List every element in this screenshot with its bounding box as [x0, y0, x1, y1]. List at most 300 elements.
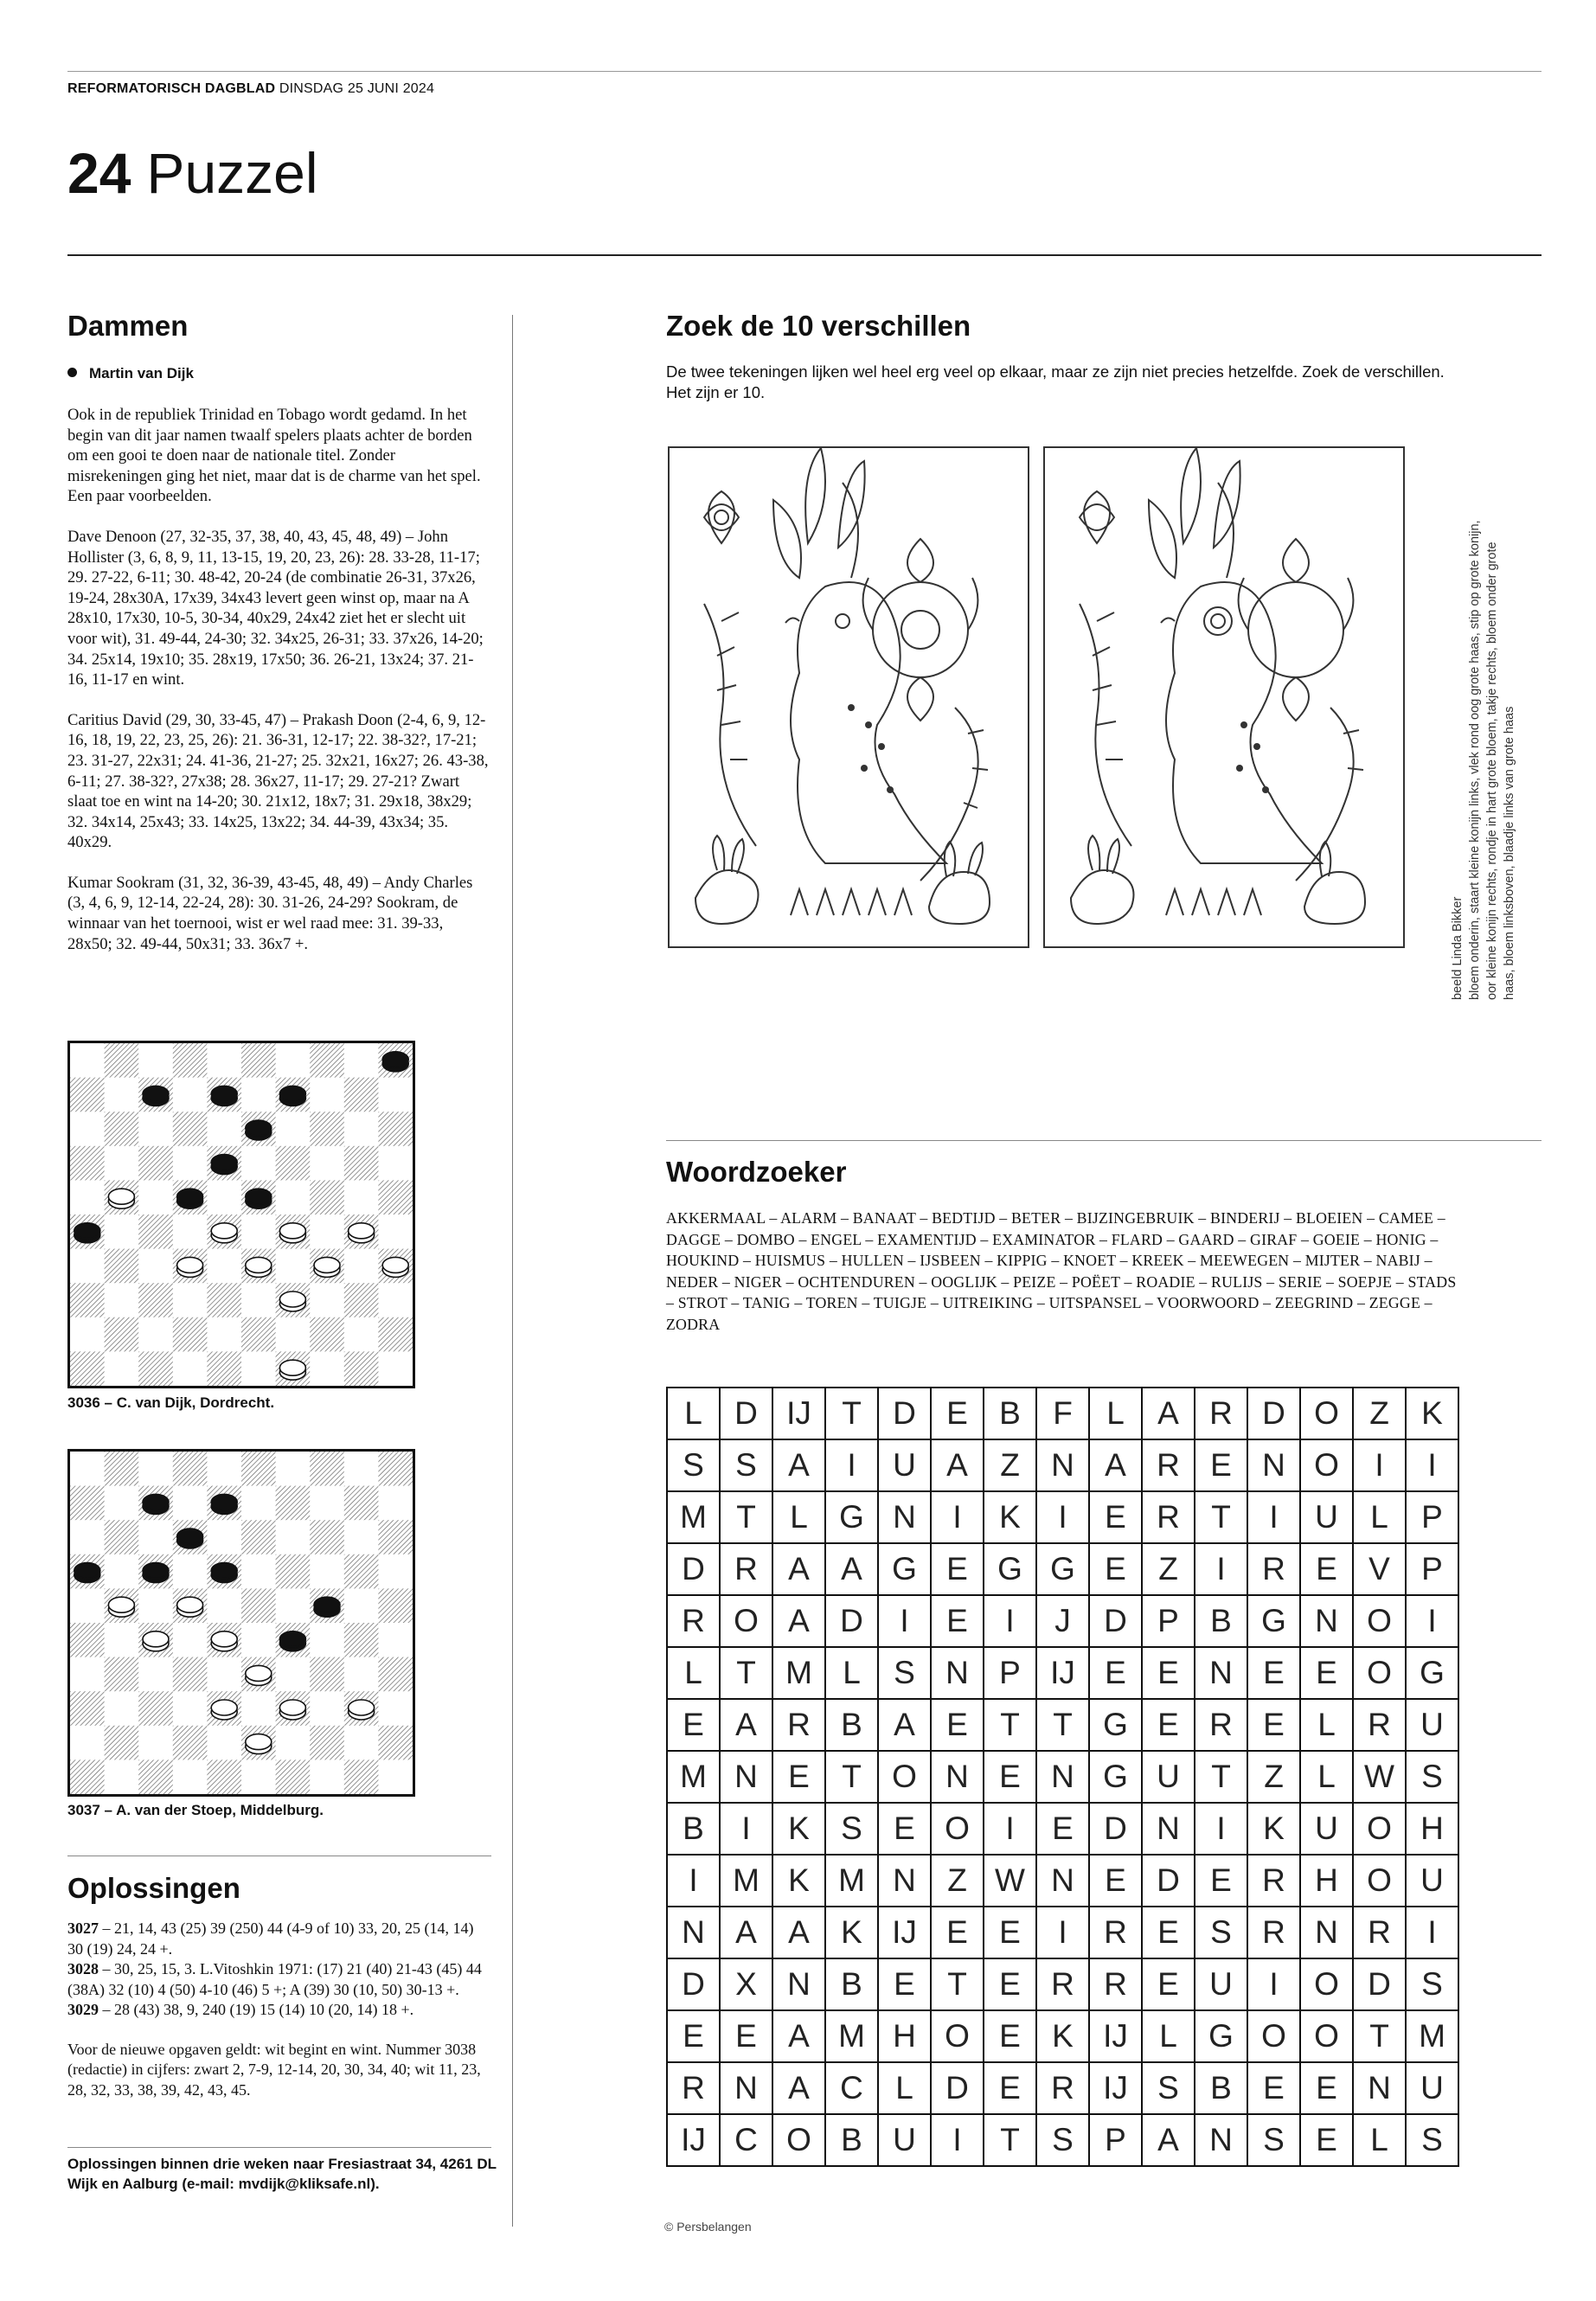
grid-cell[interactable]: N: [1301, 1907, 1354, 1959]
grid-cell[interactable]: A: [773, 1440, 826, 1492]
grid-cell[interactable]: K: [826, 1907, 879, 1959]
white-piece: [314, 1257, 340, 1277]
grid-cell[interactable]: I: [1195, 1544, 1248, 1596]
grid-cell[interactable]: L: [668, 1388, 721, 1440]
grid-cell[interactable]: R: [721, 1544, 773, 1596]
grid-cell[interactable]: B: [1195, 1596, 1248, 1648]
grid-cell[interactable]: IJ: [1090, 2063, 1143, 2115]
grid-cell[interactable]: T: [721, 1648, 773, 1700]
grid-cell[interactable]: D: [1090, 1596, 1143, 1648]
solution-item: 3028 – 30, 25, 15, 3. L.Vitoshkin 1971: (17) 21 (40) 21-43 (45) 44 (38A) 32 (10) 4 (50) 4-10 (46) 5 +; A (39) 30 (10, 50) 30-13 +.: [67, 1960, 482, 1998]
grid-cell[interactable]: T: [1354, 2011, 1407, 2063]
black-piece: [279, 1631, 305, 1651]
grid-cell[interactable]: N: [879, 1492, 932, 1544]
grid-cell[interactable]: F: [1037, 1388, 1090, 1440]
dark-square: [70, 1351, 105, 1386]
dark-square: [173, 1657, 208, 1692]
grid-cell[interactable]: N: [1354, 2063, 1407, 2115]
dark-square: [105, 1112, 139, 1146]
grid-cell[interactable]: I: [932, 1492, 984, 1544]
draughts-board-3036: [67, 1041, 415, 1388]
dark-square: [241, 1452, 276, 1486]
grid-cell[interactable]: S: [721, 1440, 773, 1492]
grid-cell[interactable]: E: [1301, 1648, 1354, 1700]
grid-cell[interactable]: E: [1301, 1544, 1354, 1596]
grid-cell[interactable]: T: [1195, 1752, 1248, 1804]
grid-cell[interactable]: M: [721, 1856, 773, 1907]
grid-cell[interactable]: I: [1248, 1492, 1301, 1544]
grid-cell[interactable]: O: [1301, 1388, 1354, 1440]
white-piece: [246, 1665, 272, 1685]
dark-square: [207, 1283, 241, 1317]
grid-cell[interactable]: N: [1037, 1752, 1090, 1804]
grid-cell[interactable]: T: [932, 1959, 984, 2011]
grid-cell[interactable]: P: [1407, 1492, 1459, 1544]
grid-cell[interactable]: O: [1354, 1596, 1407, 1648]
grid-cell[interactable]: S: [1195, 1907, 1248, 1959]
grid-cell[interactable]: E: [879, 1804, 932, 1856]
grid-cell[interactable]: G: [826, 1492, 879, 1544]
grid-cell[interactable]: O: [1301, 2011, 1354, 2063]
grid-cell[interactable]: IJ: [879, 1907, 932, 1959]
grid-cell[interactable]: S: [879, 1648, 932, 1700]
grid-cell[interactable]: L: [1301, 1700, 1354, 1752]
grid-cell[interactable]: Z: [1354, 1388, 1407, 1440]
grid-cell[interactable]: B: [984, 1388, 1037, 1440]
grid-cell[interactable]: D: [932, 2063, 984, 2115]
grid-cell[interactable]: O: [1301, 1440, 1354, 1492]
author-name: Martin van Dijk: [89, 365, 194, 381]
grid-cell[interactable]: E: [932, 1907, 984, 1959]
grid-cell[interactable]: A: [773, 2063, 826, 2115]
verschillen-intro: De twee tekeningen lijken wel heel erg veel op elkaar, maar ze zijn niet precies hetzelfde. Zoek de verschillen. Het zijn er 10.: [666, 362, 1445, 401]
grid-cell[interactable]: R: [1037, 1959, 1090, 2011]
grid-cell[interactable]: R: [1248, 1544, 1301, 1596]
grid-cell[interactable]: K: [1407, 1388, 1459, 1440]
oplossingen-title: Oplossingen: [67, 1872, 240, 1904]
dark-square: [70, 1486, 105, 1521]
grid-cell[interactable]: A: [1143, 1388, 1195, 1440]
grid-cell[interactable]: N: [1301, 1596, 1354, 1648]
grid-cell[interactable]: M: [668, 1752, 721, 1804]
grid-cell[interactable]: E: [1143, 1648, 1195, 1700]
grid-cell[interactable]: R: [1195, 1388, 1248, 1440]
grid-cell[interactable]: N: [1195, 2115, 1248, 2167]
grid-cell[interactable]: D: [668, 1959, 721, 2011]
problem-caption: 3036 – C. van Dijk, Dordrecht.: [67, 1394, 275, 1411]
grid-cell[interactable]: A: [773, 1596, 826, 1648]
grid-row: [668, 2011, 1459, 2063]
grid-cell[interactable]: O: [879, 1752, 932, 1804]
grid-cell[interactable]: D: [1354, 1959, 1407, 2011]
grid-cell[interactable]: O: [1301, 1959, 1354, 2011]
black-piece: [211, 1494, 237, 1514]
grid-cell[interactable]: I: [1248, 1959, 1301, 2011]
grid-cell[interactable]: G: [1090, 1700, 1143, 1752]
dark-square: [378, 1657, 413, 1692]
grid-cell[interactable]: P: [1090, 2115, 1143, 2167]
grid-cell[interactable]: O: [1248, 2011, 1301, 2063]
grid-cell[interactable]: K: [1037, 2011, 1090, 2063]
grid-cell[interactable]: B: [668, 1804, 721, 1856]
white-piece: [279, 1360, 305, 1380]
grid-cell[interactable]: E: [984, 1907, 1037, 1959]
black-piece: [211, 1155, 237, 1175]
grid-cell[interactable]: IJ: [1090, 2011, 1143, 2063]
dark-square: [70, 1691, 105, 1726]
grid-cell[interactable]: T: [721, 1492, 773, 1544]
grid-cell[interactable]: L: [1354, 2115, 1407, 2167]
grid-cell[interactable]: E: [984, 2011, 1037, 2063]
grid-cell[interactable]: R: [1090, 1907, 1143, 1959]
dark-square: [344, 1351, 379, 1386]
black-piece: [74, 1223, 100, 1243]
grid-cell[interactable]: L: [1090, 1388, 1143, 1440]
issue-date: DINSDAG 25 JUNI 2024: [279, 81, 435, 96]
grid-row: [668, 1440, 1459, 1492]
black-piece: [382, 1052, 408, 1072]
grid-cell[interactable]: G: [1407, 1648, 1459, 1700]
top-rule: [67, 71, 1542, 72]
dark-square: [378, 1317, 413, 1352]
white-piece: [108, 1597, 134, 1617]
grid-cell[interactable]: P: [984, 1648, 1037, 1700]
newspaper-name: REFORMATORISCH DAGBLAD: [67, 81, 276, 96]
grid-row: [668, 1648, 1459, 1700]
grid-cell[interactable]: I: [826, 1440, 879, 1492]
grid-cell[interactable]: E: [984, 1959, 1037, 2011]
grid-cell[interactable]: N: [932, 1648, 984, 1700]
grid-cell[interactable]: I: [721, 1804, 773, 1856]
grid-cell[interactable]: A: [773, 1907, 826, 1959]
grid-cell[interactable]: O: [773, 2115, 826, 2167]
dark-square: [173, 1112, 208, 1146]
grid-cell[interactable]: R: [668, 2063, 721, 2115]
grid-cell[interactable]: Z: [932, 1856, 984, 1907]
grid-cell[interactable]: R: [1248, 1907, 1301, 1959]
grid-cell[interactable]: O: [1354, 1648, 1407, 1700]
grid-cell[interactable]: T: [1195, 1492, 1248, 1544]
grid-cell[interactable]: E: [1248, 1700, 1301, 1752]
grid-row: [668, 1596, 1459, 1648]
grid-cell[interactable]: E: [1090, 1856, 1143, 1907]
grid-cell[interactable]: G: [1037, 1544, 1090, 1596]
grid-cell[interactable]: I: [1195, 1804, 1248, 1856]
grid-cell[interactable]: I: [984, 1804, 1037, 1856]
grid-cell[interactable]: IJ: [668, 2115, 721, 2167]
grid-cell[interactable]: B: [826, 2115, 879, 2167]
grid-cell[interactable]: E: [1301, 2115, 1354, 2167]
grid-cell[interactable]: Z: [1248, 1752, 1301, 1804]
grid-cell[interactable]: I: [1407, 1440, 1459, 1492]
grid-cell[interactable]: O: [1354, 1856, 1407, 1907]
grid-cell[interactable]: R: [668, 1596, 721, 1648]
grid-cell[interactable]: D: [1248, 1388, 1301, 1440]
grid-cell[interactable]: E: [984, 2063, 1037, 2115]
grid-cell[interactable]: R: [1195, 1700, 1248, 1752]
grid-cell[interactable]: Z: [984, 1440, 1037, 1492]
grid-cell[interactable]: E: [1143, 1700, 1195, 1752]
grid-cell[interactable]: T: [984, 2115, 1037, 2167]
grid-cell[interactable]: E: [932, 1700, 984, 1752]
grid-cell[interactable]: V: [1354, 1544, 1407, 1596]
grid-cell[interactable]: E: [668, 1700, 721, 1752]
grid-cell[interactable]: E: [1090, 1492, 1143, 1544]
grid-cell[interactable]: R: [1143, 1492, 1195, 1544]
grid-cell[interactable]: E: [1301, 2063, 1354, 2115]
grid-cell[interactable]: O: [932, 1804, 984, 1856]
grid-cell[interactable]: E: [1195, 1440, 1248, 1492]
grid-cell[interactable]: H: [1301, 1856, 1354, 1907]
grid-cell[interactable]: Z: [1143, 1544, 1195, 1596]
word-list: AKKERMAAL – ALARM – BANAAT – BEDTIJD – BETER – BIJZINGEBRUIK – BINDERIJ – BLOEIEN – CAMEE – DAGGE – DOMBO – ENGEL – EXAMENTIJD – EXAMINATOR – FLARD – GAARD – GIRAF – GOEIE – HONIG – HOUKIND – HUISMUS – HULLEN – IJSBEEN – KIPPIG – KNOET – KREEK – MEEWEGEN – MIJTER – NABIJ – NEDER – NIGER – OCHTENDUREN – OOGLIJK – PEIZE – POËET – ROADIE – RULIJS – SERIE – SOEPJE – STADS – STROT – TANIG – TOREN – TUIGJE – UITREIKING – UITSPANSEL – VOORWOORD – ZEEGRIND – ZEGGE – ZODRA: [666, 1209, 1457, 1333]
dark-square: [105, 1657, 139, 1692]
grid-cell[interactable]: M: [773, 1648, 826, 1700]
black-piece: [74, 1563, 100, 1583]
grid-cell[interactable]: B: [826, 1959, 879, 2011]
grid-cell[interactable]: U: [1143, 1752, 1195, 1804]
grid-cell[interactable]: L: [1301, 1752, 1354, 1804]
grid-cell[interactable]: E: [1248, 2063, 1301, 2115]
grid-cell[interactable]: E: [668, 2011, 721, 2063]
grid-cell[interactable]: S: [1143, 2063, 1195, 2115]
grid-cell[interactable]: O: [1354, 1804, 1407, 1856]
grid-cell[interactable]: E: [984, 1752, 1037, 1804]
dark-square: [378, 1520, 413, 1554]
grid-cell[interactable]: I: [1354, 1440, 1407, 1492]
grid-cell[interactable]: L: [773, 1492, 826, 1544]
grid-row: [668, 1388, 1459, 1440]
grid-row: [668, 1907, 1459, 1959]
grid-cell[interactable]: K: [1248, 1804, 1301, 1856]
section-title: Puzzel: [146, 141, 318, 205]
grid-cell[interactable]: U: [879, 2115, 932, 2167]
grid-cell[interactable]: D: [826, 1596, 879, 1648]
black-piece: [314, 1597, 340, 1617]
grid-cell[interactable]: K: [773, 1804, 826, 1856]
grid-cell[interactable]: M: [1407, 2011, 1459, 2063]
dark-square: [241, 1043, 276, 1078]
grid-cell[interactable]: G: [879, 1544, 932, 1596]
grid-cell[interactable]: U: [1407, 2063, 1459, 2115]
grid-cell[interactable]: N: [721, 2063, 773, 2115]
dark-square: [105, 1317, 139, 1352]
dark-square: [276, 1759, 311, 1794]
grid-cell[interactable]: G: [1090, 1752, 1143, 1804]
grid-cell[interactable]: S: [1407, 1752, 1459, 1804]
grid-cell[interactable]: E: [1037, 1804, 1090, 1856]
grid-cell[interactable]: I: [1037, 1907, 1090, 1959]
woordzoeker-title: Woordzoeker: [666, 1156, 847, 1188]
grid-cell[interactable]: R: [1354, 1700, 1407, 1752]
dark-square: [173, 1726, 208, 1760]
bullet-icon: [67, 368, 77, 377]
grid-row: [668, 1856, 1459, 1907]
grid-cell[interactable]: S: [668, 1440, 721, 1492]
grid-cell[interactable]: T: [1037, 1700, 1090, 1752]
grid-cell[interactable]: H: [1407, 1804, 1459, 1856]
grid-cell[interactable]: S: [1407, 2115, 1459, 2167]
grid-cell[interactable]: M: [826, 2011, 879, 2063]
dark-square: [70, 1759, 105, 1794]
white-piece: [279, 1292, 305, 1311]
grid-cell[interactable]: U: [879, 1440, 932, 1492]
dark-square: [310, 1452, 344, 1486]
grid-cell[interactable]: I: [932, 2115, 984, 2167]
grid-cell[interactable]: N: [668, 1907, 721, 1959]
grid-cell[interactable]: C: [826, 2063, 879, 2115]
dammen-article: [67, 405, 491, 974]
grid-row: [668, 1804, 1459, 1856]
grid-cell[interactable]: R: [1354, 1907, 1407, 1959]
grid-cell[interactable]: N: [1195, 1648, 1248, 1700]
grid-cell[interactable]: W: [1354, 1752, 1407, 1804]
grid-cell[interactable]: C: [721, 2115, 773, 2167]
grid-cell[interactable]: J: [1037, 1596, 1090, 1648]
dark-square: [138, 1759, 173, 1794]
grid-cell[interactable]: IJ: [773, 1388, 826, 1440]
grid-cell[interactable]: L: [668, 1648, 721, 1700]
grid-cell[interactable]: E: [1248, 1648, 1301, 1700]
grid-cell[interactable]: L: [879, 2063, 932, 2115]
grid-cell[interactable]: B: [1195, 2063, 1248, 2115]
grid-cell[interactable]: R: [1090, 1959, 1143, 2011]
grid-cell[interactable]: E: [1143, 1959, 1195, 2011]
white-piece: [279, 1223, 305, 1243]
grid-cell[interactable]: U: [1407, 1856, 1459, 1907]
grid-cell[interactable]: P: [1143, 1596, 1195, 1648]
grid-cell[interactable]: O: [721, 1596, 773, 1648]
grid-cell[interactable]: N: [1037, 1440, 1090, 1492]
dark-square: [310, 1520, 344, 1554]
dark-square: [207, 1759, 241, 1794]
grid-cell[interactable]: R: [773, 1700, 826, 1752]
dark-square: [105, 1043, 139, 1078]
grid-cell[interactable]: L: [1354, 1492, 1407, 1544]
dark-square: [344, 1146, 379, 1181]
grid-cell[interactable]: L: [1143, 2011, 1195, 2063]
grid-cell[interactable]: D: [1090, 1804, 1143, 1856]
grid-cell[interactable]: T: [984, 1700, 1037, 1752]
grid-cell[interactable]: N: [1037, 1856, 1090, 1907]
grid-cell[interactable]: E: [879, 1959, 932, 2011]
grid-cell[interactable]: R: [1143, 1440, 1195, 1492]
grid-cell[interactable]: O: [932, 2011, 984, 2063]
grid-cell[interactable]: W: [984, 1856, 1037, 1907]
grid-cell[interactable]: E: [1143, 1907, 1195, 1959]
grid-cell[interactable]: A: [1143, 2115, 1195, 2167]
grid-cell[interactable]: A: [721, 1907, 773, 1959]
grid-cell[interactable]: K: [773, 1856, 826, 1907]
column-divider: [512, 315, 513, 2227]
board-diagram: [70, 1043, 413, 1386]
grid-cell[interactable]: N: [721, 1752, 773, 1804]
grid-cell[interactable]: E: [1090, 1544, 1143, 1596]
grid-cell[interactable]: T: [826, 1388, 879, 1440]
grid-cell[interactable]: E: [721, 2011, 773, 2063]
grid-cell[interactable]: M: [668, 1492, 721, 1544]
grid-cell[interactable]: D: [879, 1388, 932, 1440]
grid-cell[interactable]: A: [773, 1544, 826, 1596]
grid-cell[interactable]: G: [1195, 2011, 1248, 2063]
grid-cell[interactable]: G: [1248, 1596, 1301, 1648]
grid-cell[interactable]: L: [826, 1648, 879, 1700]
grid-cell[interactable]: S: [826, 1804, 879, 1856]
grid-cell[interactable]: N: [1248, 1440, 1301, 1492]
grid-cell[interactable]: E: [1090, 1648, 1143, 1700]
grid-cell[interactable]: U: [1195, 1959, 1248, 2011]
dark-square: [276, 1486, 311, 1521]
grid-cell[interactable]: U: [1301, 1804, 1354, 1856]
grid-cell[interactable]: A: [879, 1700, 932, 1752]
grid-cell[interactable]: E: [932, 1596, 984, 1648]
grid-cell[interactable]: D: [721, 1388, 773, 1440]
grid-cell[interactable]: IJ: [1037, 1648, 1090, 1700]
grid-cell[interactable]: N: [1143, 1804, 1195, 1856]
dark-square: [173, 1317, 208, 1352]
grid-cell[interactable]: K: [984, 1492, 1037, 1544]
dark-square: [378, 1180, 413, 1215]
grid-cell[interactable]: A: [721, 1700, 773, 1752]
grid-cell[interactable]: S: [1407, 1959, 1459, 2011]
rabbit-drawing-left: [670, 448, 1028, 946]
grid-cell[interactable]: N: [932, 1752, 984, 1804]
verschillen-title: Zoek de 10 verschillen: [666, 310, 971, 342]
grid-cell[interactable]: I: [984, 1596, 1037, 1648]
grid-cell[interactable]: S: [1248, 2115, 1301, 2167]
dark-square: [344, 1759, 379, 1794]
header-rule: [67, 254, 1542, 256]
grid-cell[interactable]: I: [668, 1856, 721, 1907]
grid-cell[interactable]: A: [1090, 1440, 1143, 1492]
grid-cell[interactable]: D: [1143, 1856, 1195, 1907]
grid-cell[interactable]: E: [1195, 1856, 1248, 1907]
grid-cell[interactable]: S: [1037, 2115, 1090, 2167]
grid-cell[interactable]: U: [1407, 1700, 1459, 1752]
grid-cell[interactable]: I: [1407, 1596, 1459, 1648]
grid-cell[interactable]: I: [879, 1596, 932, 1648]
grid-cell[interactable]: R: [1248, 1856, 1301, 1907]
grid-cell[interactable]: N: [773, 1959, 826, 2011]
dark-square: [310, 1726, 344, 1760]
grid-cell[interactable]: X: [721, 1959, 773, 2011]
grid-cell[interactable]: B: [826, 1700, 879, 1752]
grid-cell[interactable]: A: [826, 1544, 879, 1596]
grid-cell[interactable]: U: [1301, 1492, 1354, 1544]
grid-cell[interactable]: E: [773, 1752, 826, 1804]
grid-cell[interactable]: A: [773, 2011, 826, 2063]
grid-cell[interactable]: N: [879, 1856, 932, 1907]
grid-cell[interactable]: R: [1037, 2063, 1090, 2115]
grid-cell[interactable]: A: [932, 1440, 984, 1492]
grid-cell[interactable]: T: [826, 1752, 879, 1804]
grid-row: [668, 1492, 1459, 1544]
grid-cell[interactable]: G: [984, 1544, 1037, 1596]
grid-cell[interactable]: E: [932, 1544, 984, 1596]
dark-square: [138, 1351, 173, 1386]
solution-line: oor kleine konijn rechts, rondje in hart grote bloem, takje rechts, bloem onder grote: [1485, 542, 1499, 1000]
white-piece: [177, 1597, 203, 1617]
grid-cell[interactable]: I: [1037, 1492, 1090, 1544]
dark-square: [344, 1283, 379, 1317]
grid-cell[interactable]: I: [1407, 1907, 1459, 1959]
grid-cell[interactable]: P: [1407, 1544, 1459, 1596]
grid-cell[interactable]: H: [879, 2011, 932, 2063]
grid-cell[interactable]: D: [668, 1544, 721, 1596]
dammen-author: [67, 365, 194, 382]
grid-cell[interactable]: M: [826, 1856, 879, 1907]
grid-cell[interactable]: E: [932, 1388, 984, 1440]
